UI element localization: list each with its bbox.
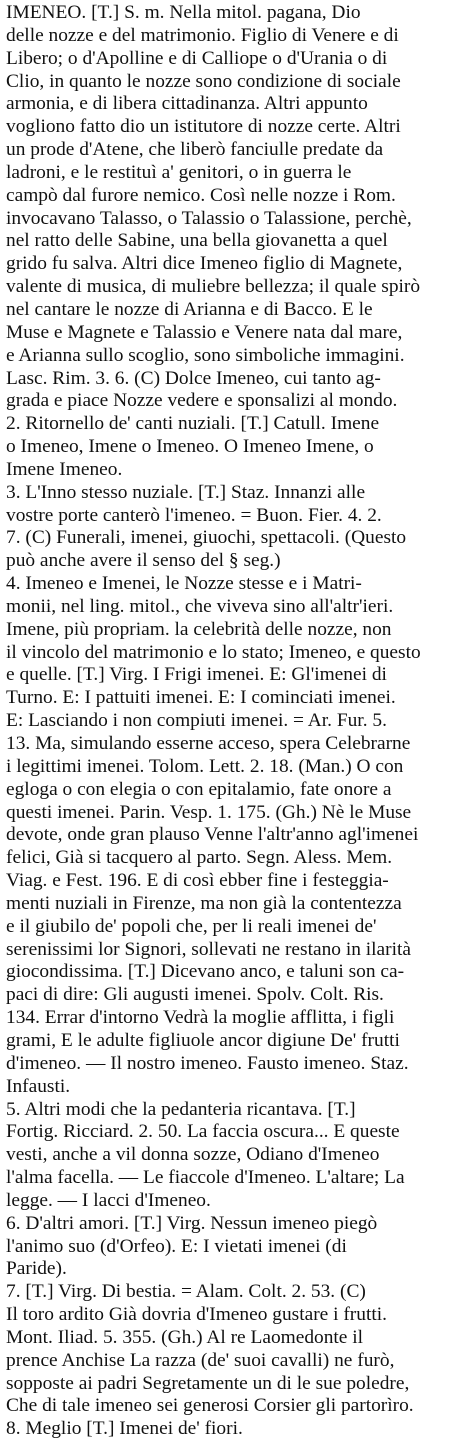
text-line: un prode d'Atene, che liberò fanciulle predate da — [6, 139, 384, 161]
text-line: Mont. Iliad. 5. 355. (Gh.) Al re Laomedonte il — [6, 1326, 364, 1348]
text-line: Viag. e Fest. 196. E di così ebber fine i festeggia- — [6, 870, 389, 892]
text-line: legge. — I lacci d'Imeneo. — [6, 1189, 211, 1211]
text-line: sopposte ai padri Segretamente un di le sue poledre, — [6, 1372, 410, 1394]
text-line: serenissimi lor Signori, sollevati ne restano in ilarità — [6, 938, 411, 960]
text-line: Libero; o d'Apolline e di Calliope o d'Urania o di — [6, 47, 388, 69]
text-line: 2. Ritornello de' canti nuziali. [T.] Catull. Imene — [6, 413, 380, 435]
text-line: vesti, anche a vil donna sozze, Odiano d'Imeneo — [6, 1144, 380, 1166]
text-line: Turno. E: I pattuiti imenei. E: I cominciati imenei. — [6, 687, 396, 709]
text-line: vostre porte canterò l'imeneo. = Buon. Fier. 4. 2. — [6, 504, 382, 526]
text-line: e il giubilo de' popoli che, per li reali imenei de' — [6, 915, 377, 937]
text-line: paci di dire: Gli augusti imenei. Spolv. Colt. Ris. — [6, 984, 384, 1006]
text-line: nel ratto delle Sabine, una bella giovanetta a quel — [6, 230, 388, 252]
text-line: 3. L'Inno stesso nuziale. [T.] Staz. Innanzi alle — [6, 481, 366, 503]
text-line: prence Anchise La razza (de' suoi cavalli) ne furò, — [6, 1349, 395, 1371]
text-line: E: Lasciando i non compiuti imenei. = Ar. Fur. 5. — [6, 710, 387, 732]
text-line: Lasc. Rim. 3. 6. (C) Dolce Imeneo, cui tanto ag- — [6, 367, 381, 389]
text-line: d'imeneo. — Il nostro imeneo. Fausto imeneo. Staz. — [6, 1052, 409, 1074]
text-line: campò dal furore nemico. Così nelle nozze i Rom. — [6, 184, 396, 206]
text-line: devote, onde gran plauso Venne l'altr'anno agl'imenei — [6, 824, 419, 846]
text-line: Fortig. Ricciard. 2. 50. La faccia oscura... E queste — [6, 1121, 400, 1143]
text-line: 6. D'altri amori. [T.] Virg. Nessun imeneo piegò — [6, 1212, 378, 1234]
text-line: 134. Errar d'intorno Vedrà la moglie afflitta, i figli — [6, 1007, 395, 1029]
text-line: 13. Ma, simulando esserne acceso, spera Celebrarne — [6, 733, 411, 754]
text-line: questi imenei. Parin. Vesp. 1. 175. (Gh.) Nè le Muse — [6, 801, 412, 823]
text-line: felici, Già si tacquero al parto. Segn. Aless. Mem. — [6, 847, 393, 869]
dictionary-entry-imeneo — [6, 2, 463, 1441]
text-line: nel cantare le nozze di Arianna e di Bacco. E le — [6, 298, 373, 320]
text-line: Imene Imeneo. — [6, 458, 123, 480]
text-line: 7. [T.] Virg. Di bestia. = Alam. Colt. 2. 53. (C) — [6, 1281, 366, 1303]
text-line: vogliono fatto dio un istitutore di nozze certe. Altri — [6, 116, 401, 138]
text-line: monii, nel ling. mitol., che viveva sino all'altr'ieri. — [6, 595, 394, 617]
text-line: può anche avere il senso del § seg.) — [6, 550, 281, 572]
text-line: i legittimi imenei. Tolom. Lett. 2. 18. (Man.) O con — [6, 755, 404, 777]
text-line: Imene, più propriam. la celebrità delle nozze, non — [6, 618, 392, 640]
text-line: Muse e Magnete e Talassio e Venere nata dal mare, — [6, 321, 403, 343]
text-line: armonia, e di libera cittadinanza. Altri appunto — [6, 93, 368, 115]
text-line: 4. Imeneo e Imenei, le Nozze stesse e i Matri- — [6, 573, 362, 595]
text-line: menti nuziali in Firenze, ma non già la contentezza — [6, 892, 402, 914]
text-line: 7. (C) Funerali, imenei, giuochi, spettacoli. (Questo — [6, 527, 407, 549]
text-line: IMENEO. [T.] S. m. Nella mitol. pagana, Dio — [6, 2, 361, 23]
text-line: e quelle. [T.] Virg. I Frigi imenei. E: Gl'imenei di — [6, 664, 387, 686]
text-line: 5. Altri modi che la pedanteria ricantava. [T.] — [6, 1098, 356, 1120]
text-line: grami, E le adulte figliuole ancor digiune De' frutti — [6, 1029, 400, 1051]
text-line: grido fu salva. Altri dice Imeneo figlio di Magnete, — [6, 253, 403, 275]
text-line: ladroni, e le restituì a' genitori, o in guerra le — [6, 161, 352, 183]
text-line: Clio, in quanto le nozze sono condizione di sociale — [6, 70, 401, 92]
text-line: delle nozze e del matrimonio. Figlio di Venere e di — [6, 24, 399, 46]
text-line: l'alma facella. — Le fiaccole d'Imeneo. L'altare; La — [6, 1167, 405, 1189]
text-line: l'animo suo (d'Orfeo). E: I vietati imenei (di — [6, 1235, 347, 1257]
text-line: il vincolo del matrimonio e lo stato; Imeneo, e questo — [6, 641, 421, 663]
text-line: valente di musica, di muliebre bellezza; il quale spirò — [6, 276, 421, 298]
text-line: giocondissima. [T.] Dicevano anco, e taluni son ca- — [6, 961, 405, 983]
text-line: 8. Meglio [T.] Imenei de' fiori. — [6, 1418, 243, 1440]
text-line: Paride). — [6, 1258, 67, 1280]
text-line: egloga o con elegia o con epitalamio, fate onore a — [6, 778, 392, 800]
text-line: Che di tale imeneo sei generosi Corsier gli partorìro. — [6, 1395, 414, 1417]
text-line: o Imeneo, Imene o Imeneo. O Imeneo Imene, o — [6, 436, 374, 458]
text-line: grada e piace Nozze vedere e sponsalizi al mondo. — [6, 390, 398, 412]
text-line: Il toro ardito Già dovria d'Imeneo gustare i frutti. — [6, 1304, 387, 1326]
text-line: e Arianna sullo scoglio, sono simboliche immagini. — [6, 344, 405, 366]
text-line: Infausti. — [6, 1075, 71, 1097]
text-line: invocavano Talasso, o Talassio o Talassione, perchè, — [6, 207, 412, 229]
